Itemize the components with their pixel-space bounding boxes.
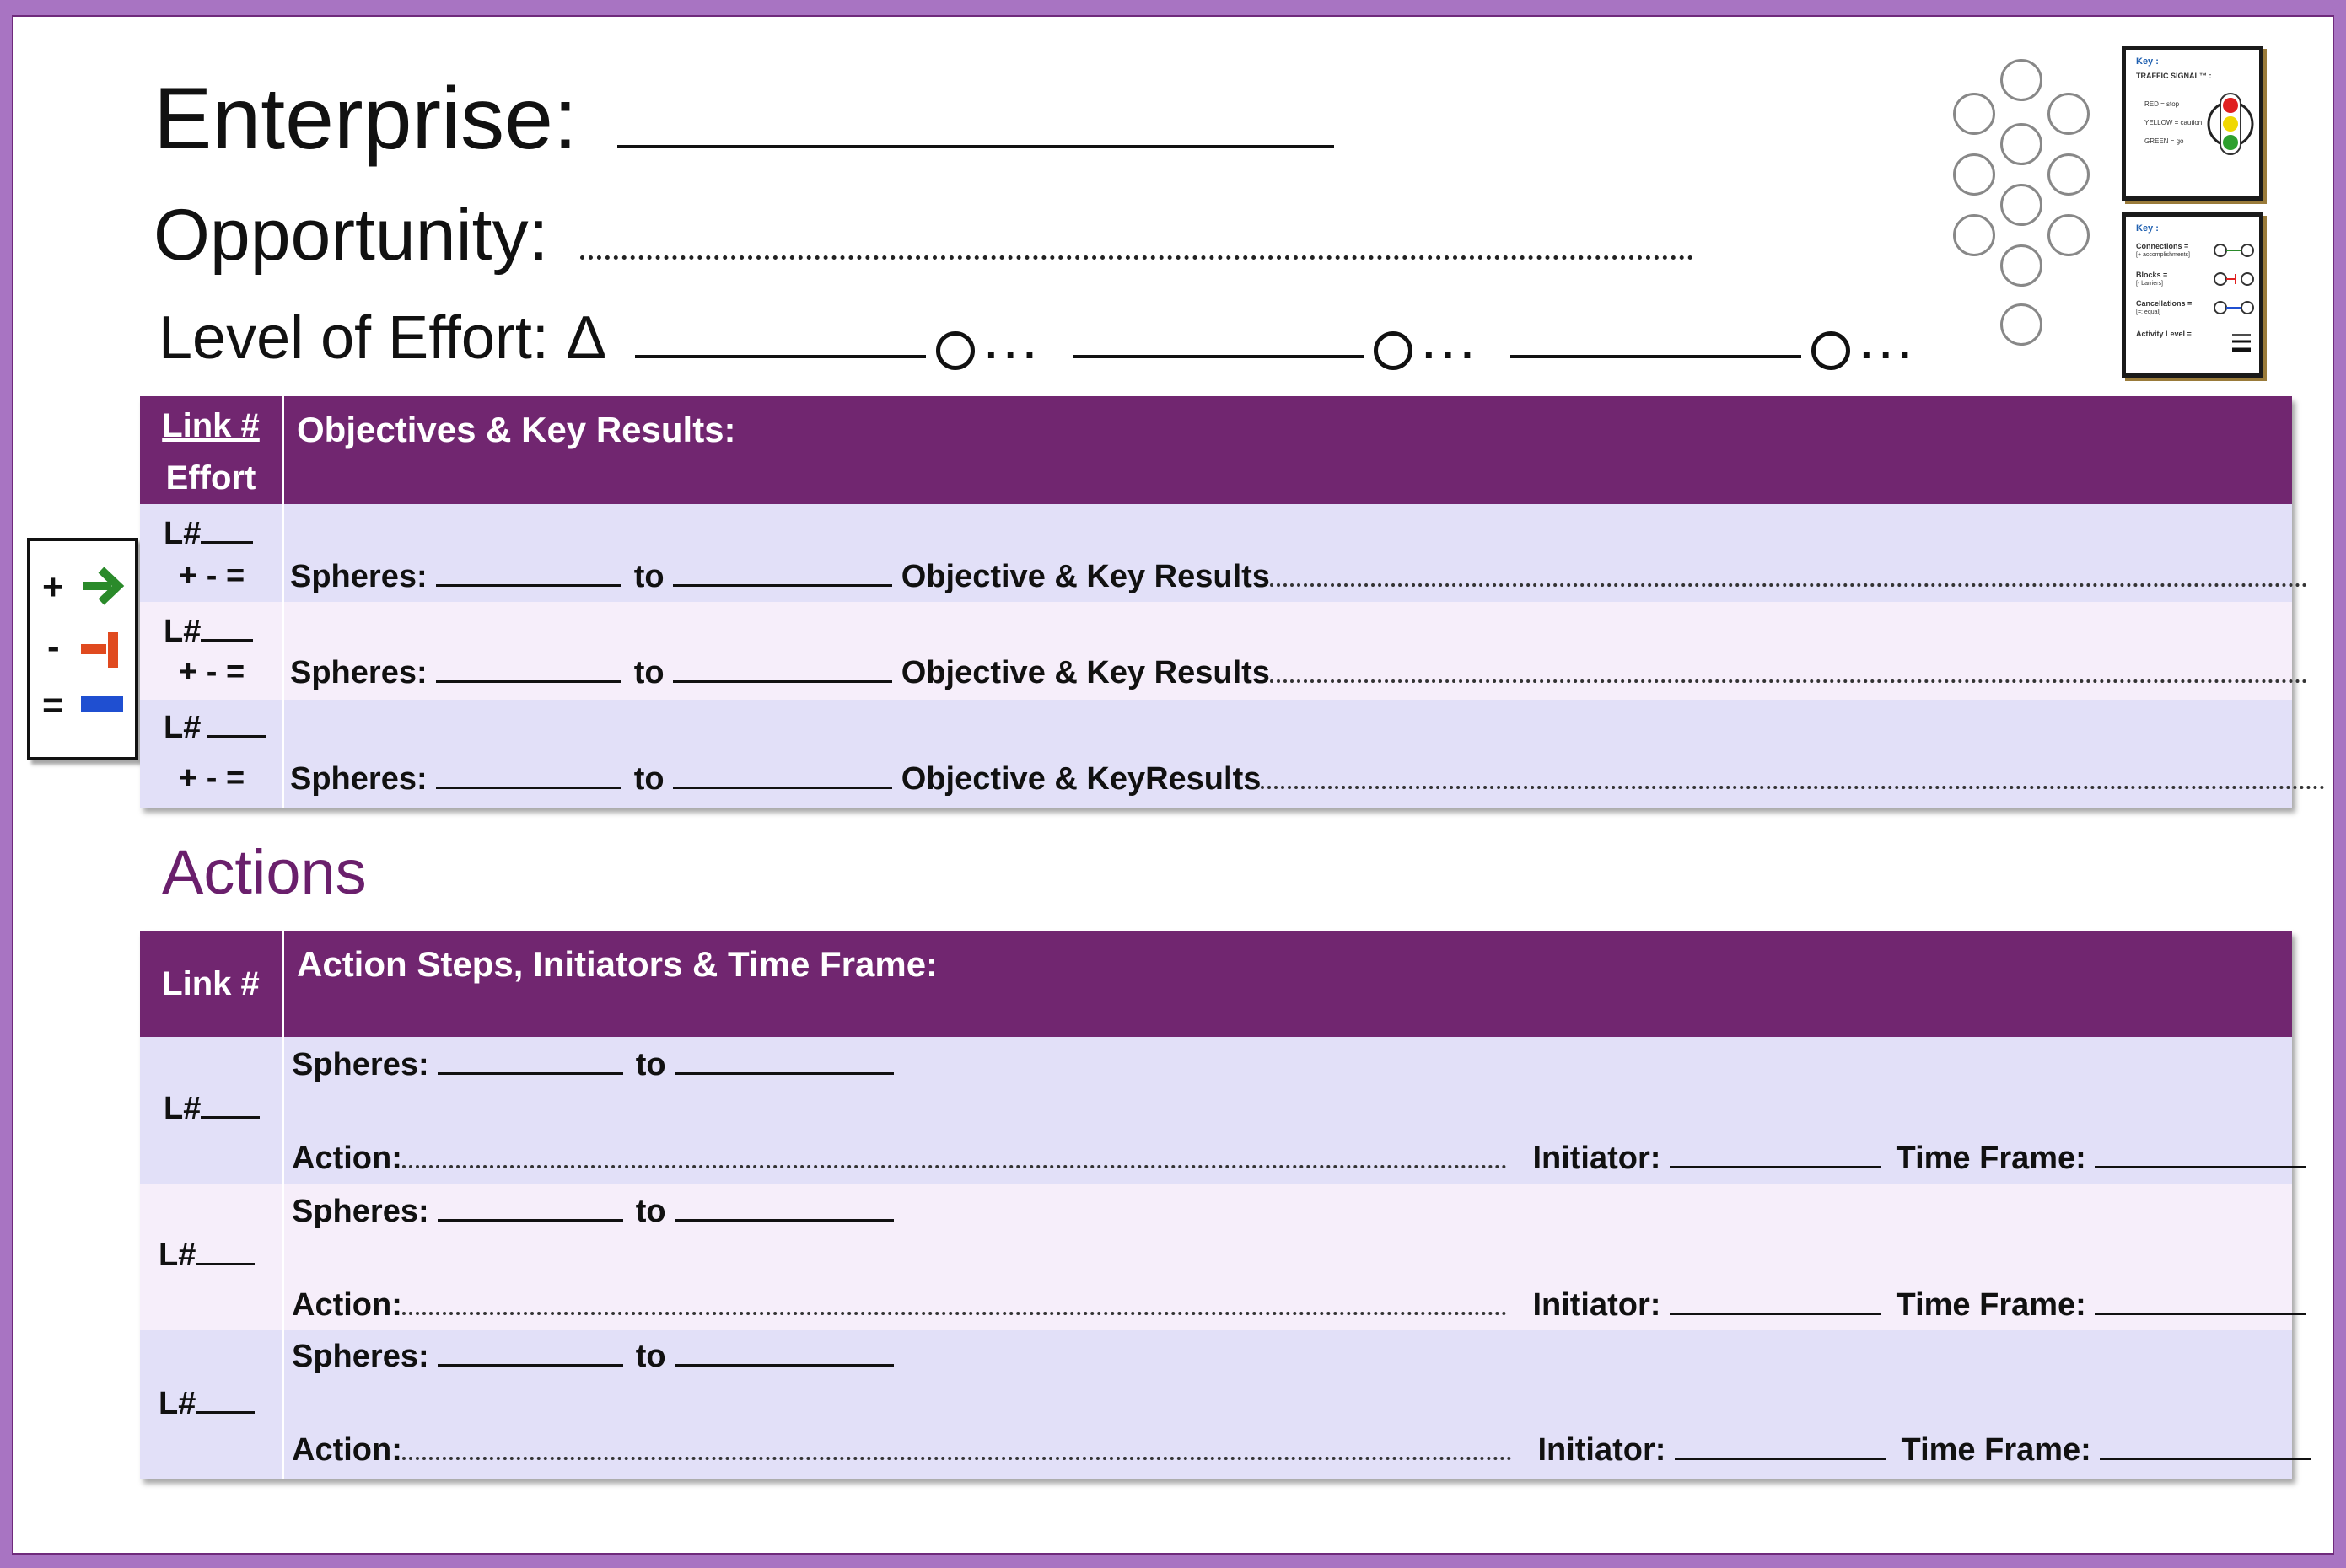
spheres-label: Spheres: <box>290 559 428 594</box>
effort-ellipsis-1: … <box>980 304 1041 372</box>
spheres-from-line[interactable] <box>436 559 621 587</box>
effort-circle-3-icon[interactable] <box>1811 331 1850 370</box>
link-field[interactable] <box>159 1386 255 1422</box>
spheres-to-line[interactable] <box>675 1339 894 1367</box>
green-arrow-icon <box>79 565 125 607</box>
legend-row-equal <box>42 685 64 727</box>
actions-table <box>140 931 2292 1479</box>
timeframe-label: Time Frame: <box>1896 1287 2086 1323</box>
connections-key-line: [- barriers] <box>2136 281 2163 287</box>
traffic-key-line: RED = stop <box>2144 100 2180 108</box>
action-row[interactable] <box>140 1037 2292 1184</box>
spheres-from-line[interactable] <box>436 655 621 683</box>
effort-line-2[interactable] <box>1073 355 1364 358</box>
link-field[interactable] <box>164 1091 260 1127</box>
spheres-label: Spheres: <box>292 1047 429 1082</box>
timeframe-line[interactable] <box>2095 1287 2306 1315</box>
to-label: to <box>635 1047 666 1082</box>
to-label: to <box>633 655 665 690</box>
opportunity-line[interactable] <box>580 255 1693 260</box>
level-of-effort-field[interactable] <box>159 303 1916 373</box>
initiator-label: Initiator: <box>1532 1287 1661 1323</box>
actions-table-header <box>140 931 2292 1037</box>
objective-label: Objective & Key Results <box>901 655 1270 690</box>
objective-label: Objective & Key Results <box>901 559 1270 594</box>
red-block-icon <box>79 629 125 671</box>
action-spheres-fields[interactable] <box>292 1339 894 1375</box>
spheres-label: Spheres: <box>292 1339 429 1374</box>
to-label: to <box>633 559 665 594</box>
legend-row-minus <box>47 626 60 668</box>
connections-key-title: Key : <box>2136 223 2159 234</box>
spheres-from-line[interactable] <box>438 1047 623 1075</box>
effort-line-3[interactable] <box>1510 355 1801 358</box>
action-label: Action: <box>292 1287 402 1323</box>
spheres-from-line[interactable] <box>436 761 621 789</box>
opportunity-field[interactable] <box>153 194 1693 277</box>
actions-col2-header: Action Steps, Initiators & Time Frame: <box>297 944 939 984</box>
objective-row-fields[interactable] <box>290 558 2307 595</box>
objective-link-cell <box>140 602 284 700</box>
link-label: L# <box>159 1238 196 1273</box>
action-detail-fields[interactable] <box>292 1431 2311 1469</box>
action-link-cell <box>140 1330 284 1479</box>
spheres-label: Spheres: <box>290 761 428 797</box>
actions-title: Actions <box>162 837 367 907</box>
link-label: L# <box>164 710 202 745</box>
timeframe-line[interactable] <box>2100 1432 2311 1460</box>
timeframe-line[interactable] <box>2095 1141 2306 1168</box>
objective-row[interactable] <box>140 602 2292 700</box>
connections-key-line: Cancellations = <box>2136 299 2193 308</box>
initiator-line[interactable] <box>1670 1141 1881 1168</box>
connection-symbols-icon <box>2214 240 2254 358</box>
traffic-light-icon <box>2207 89 2254 159</box>
action-dotted-line[interactable] <box>402 1286 1507 1315</box>
legend-symbol: - <box>47 626 60 667</box>
effort-ellipsis-2: … <box>1418 304 1479 372</box>
objectives-table <box>140 396 2292 808</box>
timeframe-label: Time Frame: <box>1896 1141 2086 1176</box>
objective-dotted-line[interactable] <box>1261 760 2325 789</box>
effort-line-1[interactable] <box>635 355 926 358</box>
objective-row-fields[interactable] <box>290 654 2307 691</box>
objective-row[interactable] <box>140 700 2292 808</box>
spheres-cluster-icon <box>1953 59 2071 362</box>
legend-symbol: = <box>42 685 64 726</box>
link-field[interactable] <box>164 614 253 650</box>
objectives-col1-header <box>140 396 284 507</box>
enterprise-field[interactable] <box>153 69 1334 169</box>
effort-ellipsis-3: … <box>1855 304 1917 372</box>
objective-label: Objective & KeyResults <box>901 761 1262 797</box>
connections-key-line: [=: equal] <box>2136 309 2160 315</box>
action-label: Action: <box>292 1141 402 1176</box>
timeframe-label: Time Frame: <box>1901 1432 2091 1468</box>
connections-key-card <box>2122 212 2263 378</box>
blue-bar-icon <box>79 693 126 718</box>
sign-choices[interactable]: + - = <box>179 654 245 690</box>
initiator-label: Initiator: <box>1537 1432 1666 1468</box>
action-label: Action: <box>292 1432 402 1468</box>
link-field[interactable] <box>159 1238 255 1274</box>
traffic-key-line: GREEN = go <box>2144 137 2184 145</box>
objectives-col2-header: Objectives & Key Results: <box>297 410 736 449</box>
opportunity-label: Opportunity: <box>153 195 549 276</box>
objective-dotted-line[interactable] <box>1270 558 2307 587</box>
spheres-to-line[interactable] <box>675 1047 894 1075</box>
connections-key-line: Activity Level = <box>2136 330 2192 338</box>
effort-circle-2-icon[interactable] <box>1374 331 1412 370</box>
to-label: to <box>635 1339 666 1374</box>
connections-key-line: Connections = <box>2136 242 2189 250</box>
enterprise-label: Enterprise: <box>153 70 578 168</box>
sign-choices[interactable]: + - = <box>179 558 245 593</box>
spheres-from-line[interactable] <box>438 1339 623 1367</box>
connections-key-line: Blocks = <box>2136 271 2168 279</box>
legend-row-plus <box>42 567 64 609</box>
objective-link-cell <box>140 504 284 602</box>
actions-link-header: Link # <box>140 931 284 1037</box>
effort-legend-box <box>27 538 138 760</box>
link-field[interactable] <box>164 710 266 746</box>
spheres-to-line[interactable] <box>673 655 892 683</box>
action-row[interactable] <box>140 1330 2292 1479</box>
objectives-table-header <box>140 396 2292 504</box>
spheres-label: Spheres: <box>290 655 428 690</box>
action-link-cell <box>140 1184 284 1330</box>
link-number-header: Link # <box>162 407 260 444</box>
legend-symbol: + <box>42 567 64 608</box>
link-field[interactable] <box>164 516 253 552</box>
action-link-cell <box>140 1037 284 1184</box>
traffic-key-line: YELLOW = caution <box>2144 119 2203 126</box>
spheres-from-line[interactable] <box>438 1194 623 1222</box>
action-dotted-line[interactable] <box>402 1431 1512 1460</box>
initiator-line[interactable] <box>1675 1432 1886 1460</box>
action-spheres-fields[interactable] <box>292 1047 894 1083</box>
spheres-to-line[interactable] <box>673 761 892 789</box>
action-detail-fields[interactable] <box>292 1140 2306 1177</box>
link-label: L# <box>159 1386 196 1421</box>
initiator-line[interactable] <box>1670 1287 1881 1315</box>
objective-row[interactable] <box>140 504 2292 602</box>
traffic-key-title: Key : <box>2136 56 2159 67</box>
objective-row-fields[interactable] <box>290 760 2325 797</box>
connections-key-line: [+ accomplishments] <box>2136 252 2190 258</box>
to-label: to <box>635 1194 666 1229</box>
spheres-to-line[interactable] <box>673 559 892 587</box>
action-detail-fields[interactable] <box>292 1286 2306 1324</box>
level-of-effort-label: Level of Effort: Δ <box>159 304 604 372</box>
objective-dotted-line[interactable] <box>1270 654 2307 683</box>
spheres-to-line[interactable] <box>675 1194 894 1222</box>
spheres-label: Spheres: <box>292 1194 429 1229</box>
effort-header: Effort <box>165 459 256 497</box>
worksheet-page <box>12 15 2334 1555</box>
enterprise-line[interactable] <box>617 145 1334 148</box>
sign-choices[interactable]: + - = <box>179 760 245 796</box>
link-label: L# <box>164 516 202 551</box>
link-label: L# <box>164 1091 202 1126</box>
action-dotted-line[interactable] <box>402 1140 1507 1168</box>
action-row[interactable] <box>140 1184 2292 1330</box>
action-spheres-fields[interactable] <box>292 1194 894 1230</box>
effort-circle-1-icon[interactable] <box>936 331 975 370</box>
link-label: L# <box>164 614 202 649</box>
traffic-signal-key-card <box>2122 46 2263 201</box>
initiator-label: Initiator: <box>1532 1141 1661 1176</box>
traffic-key-subtitle: TRAFFIC SIGNAL™ : <box>2136 72 2212 80</box>
objective-link-cell <box>140 700 284 808</box>
to-label: to <box>633 761 665 797</box>
